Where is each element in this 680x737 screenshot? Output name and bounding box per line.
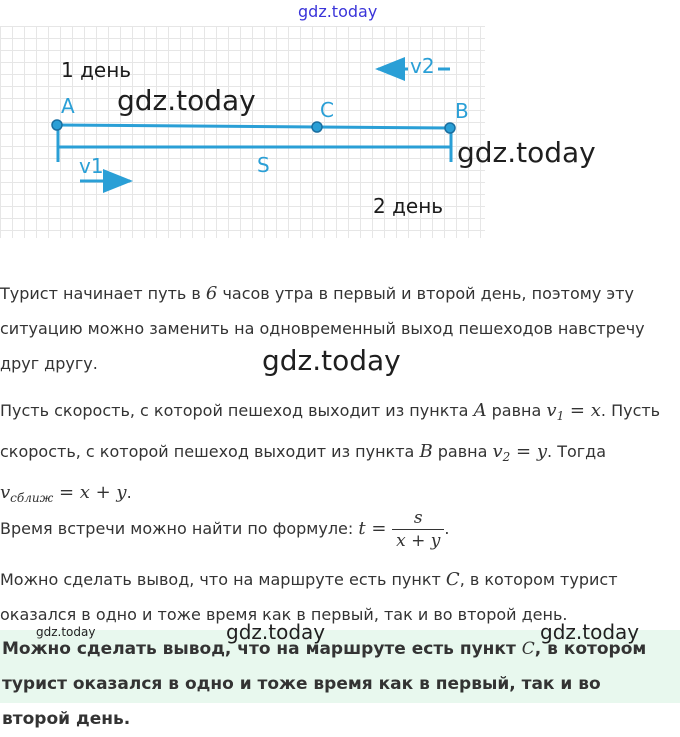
paragraph-speeds: Пусть скорость, с которой пешеход выходит из пункта A равна $v_1 = x$. Пусть скорость, с которой пешеход выходит из пункта B равна $v_2 = y$. Тогда $v_{сближ} = x + y$. — [0, 400, 661, 505]
point-c — [312, 122, 322, 132]
point-a — [52, 120, 62, 130]
label-day1: 1 день — [61, 58, 132, 82]
watermark-top: gdz.today — [298, 2, 378, 21]
paragraph-formula: Время встречи можно найти по формуле: t = $\frac{s}{x + y}$ . — [0, 508, 450, 551]
paragraph-conclusion: Можно сделать вывод, что на маршруте есть пункт C, в котором турист оказался в одно и тоже время как в первый, так и во второй день. — [0, 569, 618, 624]
fraction: $\frac{s}{x + y}$ — [392, 507, 444, 552]
label-c: C — [320, 98, 334, 122]
label-a: A — [61, 94, 75, 118]
watermark-middle: gdz.today — [262, 344, 401, 377]
paragraph-intro: Турист начинает путь в 6 часов утра в первый и второй день, поэтому эту ситуацию можно заменить на одновременный выход пешеходов навстречу друг другу. — [0, 283, 645, 373]
route-diagram — [0, 26, 485, 238]
label-v1: v1 — [79, 154, 104, 178]
answer-text: Можно сделать вывод, что на маршруте есть пункт C, в котором турист оказался в одно и тоже время как в первый, так и во второй день. — [2, 639, 647, 729]
label-b: B — [455, 99, 469, 123]
watermark-figure-mid: gdz.today — [117, 84, 256, 117]
watermark-bottom-left: gdz.today — [36, 625, 96, 639]
label-v2: v2 — [410, 54, 435, 78]
watermark-figure-right: gdz.today — [457, 136, 596, 169]
segment-ab — [57, 125, 450, 128]
label-day2: 2 день — [373, 194, 444, 218]
label-s: S — [257, 153, 270, 177]
point-b — [445, 123, 455, 133]
watermark-bottom-right: gdz.today — [540, 620, 640, 644]
watermark-bottom-mid: gdz.today — [226, 620, 326, 644]
